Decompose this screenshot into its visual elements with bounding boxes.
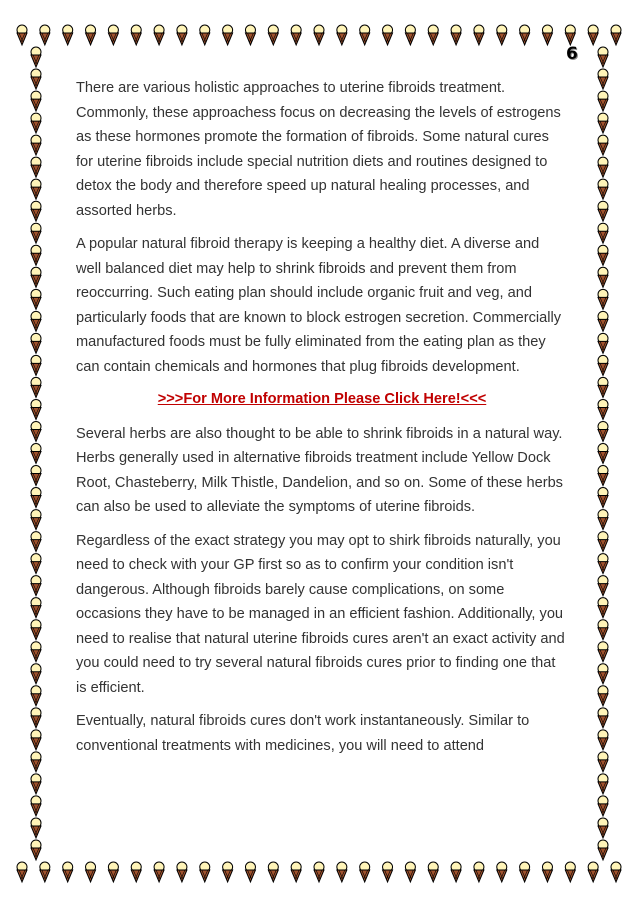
ice-cream-cone-icon: [598, 333, 608, 353]
ice-cream-cone-icon: [154, 862, 164, 882]
ice-cream-cone-icon: [598, 466, 608, 486]
ice-cream-cone-icon: [337, 25, 347, 45]
ice-cream-cone-icon: [598, 818, 608, 838]
ice-cream-cone-icon: [31, 642, 41, 662]
ice-cream-cone-icon: [223, 25, 233, 45]
ice-cream-cone-icon: [31, 532, 41, 552]
ice-cream-cone-icon: [598, 796, 608, 816]
ice-cream-cone-icon: [588, 25, 598, 45]
ice-cream-cone-icon: [31, 113, 41, 133]
ice-cream-cone-icon: [598, 47, 608, 67]
ice-cream-cone-icon: [428, 25, 438, 45]
ice-cream-cone-icon: [598, 179, 608, 199]
ice-cream-cone-icon: [245, 862, 255, 882]
ice-cream-cone-icon: [154, 25, 164, 45]
ice-cream-cone-icon: [598, 488, 608, 508]
ice-cream-cone-icon: [31, 135, 41, 155]
ice-cream-cone-icon: [598, 554, 608, 574]
ice-cream-cone-icon: [63, 25, 73, 45]
ice-cream-cone-icon: [598, 532, 608, 552]
ice-cream-cone-icon: [31, 311, 41, 331]
ice-cream-cone-icon: [588, 862, 598, 882]
ice-cream-cone-icon: [611, 25, 621, 45]
ice-cream-cone-icon: [177, 862, 187, 882]
ice-cream-cone-icon: [31, 598, 41, 618]
ice-cream-cone-icon: [31, 223, 41, 243]
ice-cream-cone-icon: [131, 25, 141, 45]
ice-cream-cone-icon: [598, 91, 608, 111]
paragraph-4: Regardless of the exact strategy you may opt to shirk fibroids naturally, you need to check with your GP first so as to confirm your condition isn't dangerous. Although fibroids barely cause complications, on some occasions they have to be managed in an efficient fashion. Additionally, you need to realise that natural uterine fibroids cures aren't an exact activity and you could need to try several natural fibroids cures prior to finding one that is efficient.: [76, 532, 565, 696]
ice-cream-cone-icon: [598, 421, 608, 441]
ice-cream-cone-icon: [598, 377, 608, 397]
ice-cream-cone-icon: [108, 25, 118, 45]
ice-cream-cone-icon: [598, 664, 608, 684]
ice-cream-cone-icon: [31, 267, 41, 287]
ice-cream-cone-icon: [40, 25, 50, 45]
ice-cream-cone-icon: [245, 25, 255, 45]
ice-cream-cone-icon: [497, 25, 507, 45]
ice-cream-cone-icon: [598, 642, 608, 662]
ice-cream-cone-icon: [520, 862, 530, 882]
ice-cream-cone-icon: [451, 25, 461, 45]
ice-cream-cone-icon: [17, 862, 27, 882]
ice-cream-cone-icon: [598, 69, 608, 89]
paragraph-1: There are various holistic approaches to uterine fibroids treatment. Commonly, these approachess focus on decreasing the levels of estrogens as these hormones promote the formation of fibroids. Some natural cures for uterine fibroids include special nutrition diets and routines designed to detox the body and therefore speed up natural healing processes, and assorted herbs.: [76, 80, 561, 219]
ice-cream-cone-icon: [542, 25, 552, 45]
ice-cream-cone-icon: [31, 554, 41, 574]
ice-cream-cone-icon: [598, 201, 608, 221]
ice-cream-cone-icon: [31, 355, 41, 375]
ice-cream-cone-icon: [31, 730, 41, 750]
ice-cream-cone-icon: [598, 399, 608, 419]
more-info-link[interactable]: >>>For More Information Please Click Here!<<<: [157, 391, 487, 407]
ice-cream-cone-icon: [268, 25, 278, 45]
ice-cream-cone-icon: [86, 25, 96, 45]
ice-cream-cone-icon: [598, 444, 608, 464]
ice-cream-cone-icon: [291, 25, 301, 45]
ice-cream-cone-icon: [598, 113, 608, 133]
ice-cream-cone-icon: [31, 289, 41, 309]
ice-cream-cone-icon: [31, 664, 41, 684]
ice-cream-cone-icon: [598, 774, 608, 794]
ice-cream-cone-icon: [31, 466, 41, 486]
ice-cream-cone-icon: [314, 25, 324, 45]
ice-cream-cone-icon: [337, 862, 347, 882]
ice-cream-cone-icon: [314, 862, 324, 882]
ice-cream-cone-icon: [598, 752, 608, 772]
ice-cream-cone-icon: [31, 157, 41, 177]
ice-cream-cone-icon: [31, 245, 41, 265]
ice-cream-cone-icon: [31, 840, 41, 860]
paragraph-5: Eventually, natural fibroids cures don't work instantaneously. Similar to conventional treatments with medicines, you will need to attend: [76, 713, 530, 754]
ice-cream-cone-icon: [598, 840, 608, 860]
ice-cream-cone-icon: [31, 818, 41, 838]
paragraph-2: A popular natural fibroid therapy is keeping a healthy diet. A diverse and well balanced diet may help to shrink fibroids and prevent them from reoccurring. Such eating plan should include organic fruit and veg, and particularly foods that are known to block estrogen secretion. Commercially manufactured foods must be fully eliminated from the eating plan as they can contain chemicals and hormones that plug fibroids development.: [76, 236, 562, 375]
ice-cream-cone-icon: [598, 289, 608, 309]
ice-cream-cone-icon: [598, 708, 608, 728]
ice-cream-cone-icon: [497, 862, 507, 882]
ice-cream-cone-icon: [31, 686, 41, 706]
ice-cream-cone-icon: [177, 25, 187, 45]
ice-cream-cone-icon: [63, 862, 73, 882]
ice-cream-cone-icon: [598, 223, 608, 243]
ice-cream-cone-icon: [542, 862, 552, 882]
ice-cream-cone-icon: [360, 862, 370, 882]
ice-cream-cone-icon: [31, 421, 41, 441]
ice-cream-cone-icon: [31, 377, 41, 397]
ice-cream-cone-icon: [31, 796, 41, 816]
ice-cream-cone-icon: [40, 862, 50, 882]
ice-cream-cone-icon: [565, 25, 575, 45]
ice-cream-cone-icon: [31, 91, 41, 111]
ice-cream-cone-icon: [31, 201, 41, 221]
ice-cream-cone-icon: [31, 752, 41, 772]
ice-cream-cone-icon: [598, 355, 608, 375]
body-text: [76, 76, 568, 767]
ice-cream-cone-icon: [31, 488, 41, 508]
ice-cream-cone-icon: [520, 25, 530, 45]
ice-cream-cone-icon: [31, 620, 41, 640]
ice-cream-cone-icon: [31, 69, 41, 89]
ice-cream-cone-icon: [405, 25, 415, 45]
ice-cream-cone-icon: [598, 311, 608, 331]
ice-cream-cone-icon: [598, 267, 608, 287]
ice-cream-cone-icon: [598, 620, 608, 640]
page-number: 6: [566, 44, 578, 64]
ice-cream-cone-icon: [598, 576, 608, 596]
ice-cream-cone-icon: [598, 245, 608, 265]
ice-cream-cone-icon: [598, 598, 608, 618]
ice-cream-cone-icon: [451, 862, 461, 882]
ice-cream-cone-icon: [31, 708, 41, 728]
ice-cream-cone-icon: [31, 510, 41, 530]
ice-cream-cone-icon: [474, 25, 484, 45]
ice-cream-cone-icon: [31, 399, 41, 419]
paragraph-3: Several herbs are also thought to be able to shrink fibroids in a natural way. Herbs generally used in alternative fibroids treatment include Yellow Dock Root, Chasteberry, Milk Thistle, Dandelion, and so on. Some of these herbs can also be used to alleviate the symptoms of uterine fibroids.: [76, 425, 563, 515]
ice-cream-cone-icon: [108, 862, 118, 882]
ice-cream-cone-icon: [598, 510, 608, 530]
ice-cream-cone-icon: [31, 179, 41, 199]
ice-cream-cone-icon: [31, 47, 41, 67]
ice-cream-cone-icon: [565, 862, 575, 882]
ice-cream-cone-icon: [611, 862, 621, 882]
ice-cream-cone-icon: [598, 135, 608, 155]
ice-cream-cone-icon: [31, 333, 41, 353]
ice-cream-cone-icon: [131, 862, 141, 882]
ice-cream-cone-icon: [268, 862, 278, 882]
ice-cream-cone-icon: [200, 25, 210, 45]
ice-cream-cone-icon: [383, 862, 393, 882]
ice-cream-cone-icon: [200, 862, 210, 882]
ice-cream-cone-icon: [86, 862, 96, 882]
ice-cream-cone-icon: [598, 730, 608, 750]
ice-cream-cone-icon: [428, 862, 438, 882]
ice-cream-cone-icon: [598, 686, 608, 706]
ice-cream-cone-icon: [291, 862, 301, 882]
ice-cream-cone-icon: [360, 25, 370, 45]
ice-cream-cone-icon: [598, 157, 608, 177]
ice-cream-cone-icon: [383, 25, 393, 45]
ice-cream-cone-icon: [474, 862, 484, 882]
ice-cream-cone-icon: [31, 576, 41, 596]
ice-cream-cone-icon: [17, 25, 27, 45]
ice-cream-cone-icon: [405, 862, 415, 882]
ice-cream-cone-icon: [31, 774, 41, 794]
ice-cream-cone-icon: [31, 444, 41, 464]
ice-cream-cone-icon: [223, 862, 233, 882]
